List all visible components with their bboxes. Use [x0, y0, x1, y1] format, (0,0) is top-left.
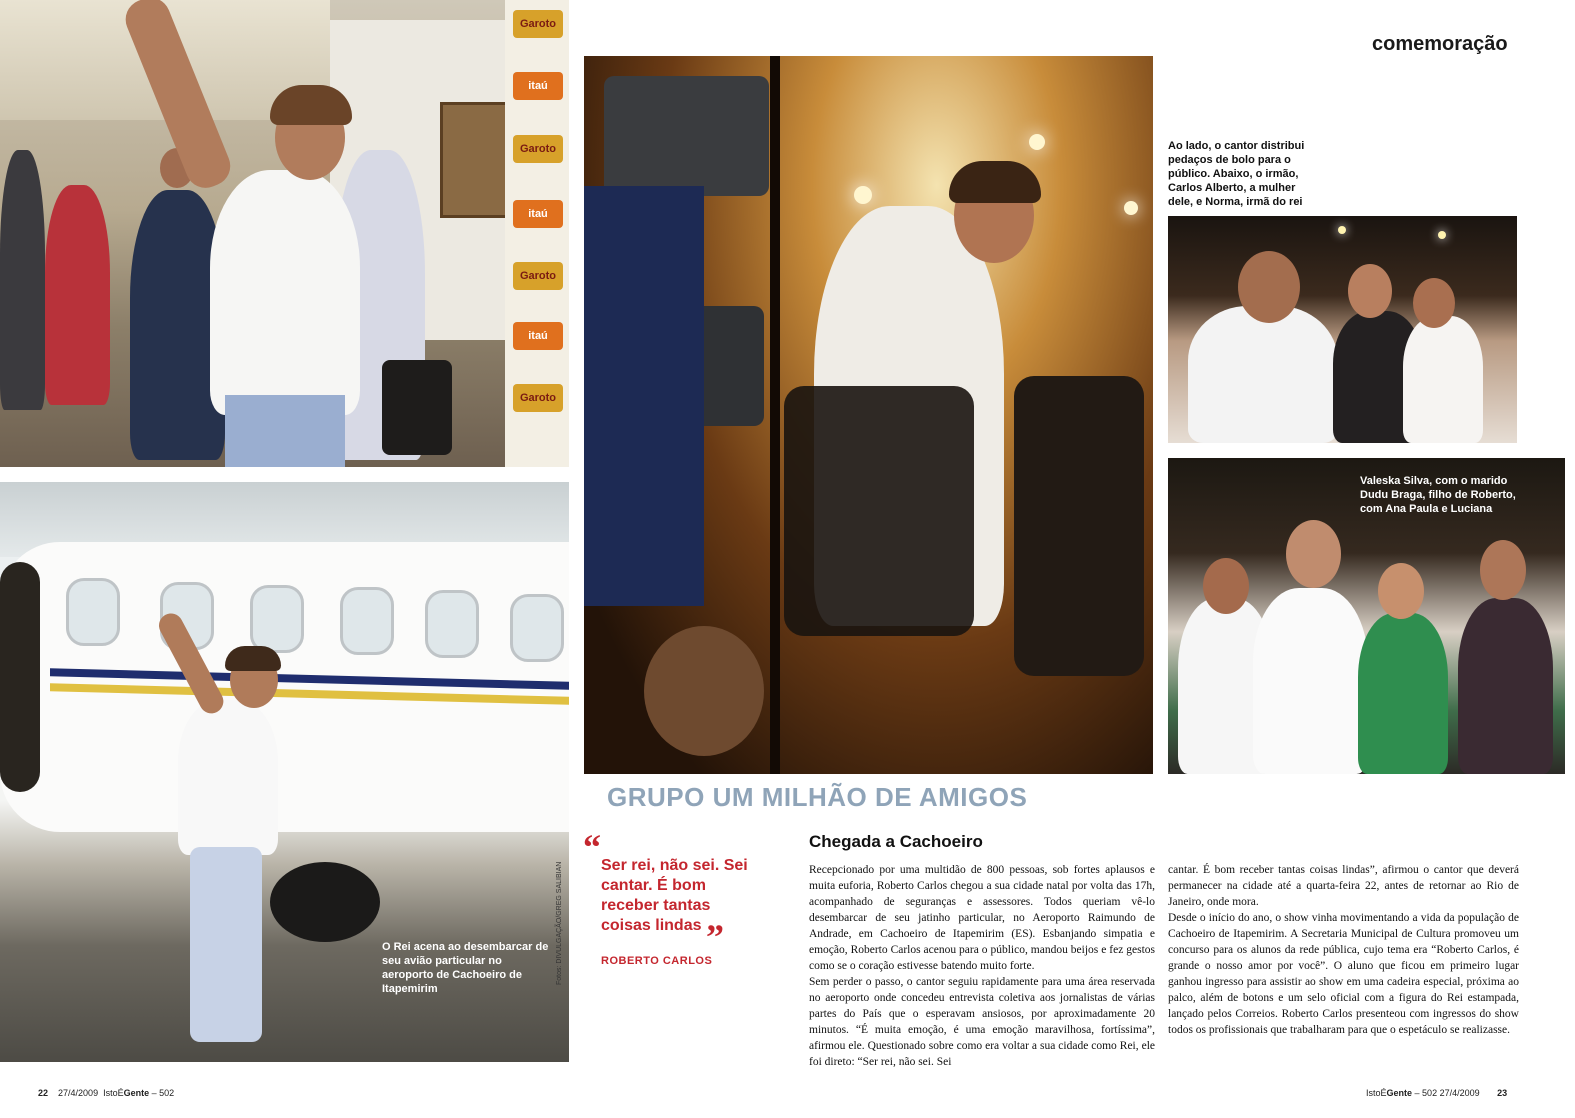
plane-arrival-photo	[0, 482, 569, 1062]
folio-date: 27/4/2009	[1439, 1088, 1480, 1098]
paragraph: Desde o início do ano, o show vinha movimentando a vida da população de Cachoeiro de Itapemirim. A Secretaria Municipal de Cultura promoveu um concurso para os alunos da rede pública, cujo tema era “Roberto Carlos, é grande o nosso amor por você”. O aluno que ficou em primeiro lugar ganhou ingresso para assistir ao show em uma cadeira especial, próxima ao palco, além de botons e um selo oficial com a figura do Rei estampada, lançado pelos Correios. Roberto Carlos presenteou com ingressos do show todos os profissionais que trabalharam para que o espetáculo se realizasse.	[1168, 912, 1519, 1036]
singer-trousers	[190, 847, 262, 1042]
magazine-name: Gente	[1386, 1088, 1413, 1098]
stage-light	[1124, 201, 1138, 215]
article-column-2	[1168, 862, 1519, 1038]
group-photo-caption: Valeska Silva, com o marido Dudu Braga, filho de Roberto, com Ana Paula e Luciana	[1360, 475, 1516, 515]
camera-foreground	[1014, 376, 1144, 676]
stage-light	[1029, 134, 1045, 150]
jet-door	[0, 562, 40, 792]
folio-right	[1366, 1088, 1507, 1098]
jet-window	[340, 587, 394, 655]
person-head	[1480, 540, 1526, 600]
person-head	[1238, 251, 1300, 323]
magazine-name: IstoÉ	[103, 1088, 124, 1098]
singer-white-shirt	[210, 170, 360, 415]
night-light	[1338, 226, 1346, 234]
crowd-face	[644, 626, 764, 756]
person-head	[1286, 520, 1341, 588]
norma	[1403, 316, 1483, 443]
singer-white-shirt	[178, 700, 278, 855]
brand-logo: itaú	[513, 322, 563, 350]
cameraman	[584, 186, 704, 606]
quote-author: ROBERTO CARLOS	[601, 955, 713, 967]
person-head	[1413, 278, 1455, 328]
watermark: GRUPO UM MILHÃO DE AMIGOS	[607, 782, 1028, 812]
plane-photo-caption: O Rei acena ao desembarcar de seu avião particular no aeroporto de Cachoeiro de Itapemirim	[382, 941, 549, 995]
quote-close-mark: ”	[706, 917, 724, 957]
photo-credit: Fotos: DIVULGAÇÃO/GREG SALIBIAN	[556, 861, 563, 985]
carlos-alberto	[1188, 306, 1338, 443]
woman-sequin-top	[1458, 598, 1553, 774]
jet-window	[250, 585, 304, 653]
ticket-window	[440, 102, 508, 218]
jet-window	[425, 590, 479, 658]
singer-hair	[225, 646, 281, 671]
dudu-braga	[1253, 588, 1368, 774]
person-head	[1378, 563, 1424, 619]
family-photo	[1168, 216, 1517, 443]
stage-light	[854, 186, 872, 204]
section-label: comemoração	[1372, 33, 1508, 55]
person-head	[1348, 264, 1392, 318]
brand-logo: Garoto	[513, 10, 563, 38]
cake-photo-caption: Ao lado, o cantor distribui pedaços de bolo para o público. Abaixo, o irmão, Carlos Alberto, a mulher dele, e Norma, irmã do rei	[1168, 140, 1305, 208]
paragraph: Recepcionado por uma multidão de 800 pessoas, sob fortes aplausos e muita euforia, Roberto Carlos chegou a sua cidade natal por volta das 17h, acompanhado de seguranças e assessores. Todos queriam vê-lo desembarcar de seu jatinho particular, no Aeroporto Raimundo de Andrade, em Cachoeiro de Itapemirim (ES). Esbanjando simpatia e emoção, Roberto Carlos acenou para o público, mandou beijos e fez gestos como se o coração estivesse batendo muito forte.	[809, 864, 1155, 972]
article-column-1	[809, 862, 1155, 1070]
jet-window	[66, 578, 120, 646]
night-light	[1438, 231, 1446, 239]
folio-date: 27/4/2009	[58, 1088, 99, 1098]
brand-logo: Garoto	[513, 135, 563, 163]
magazine-name: Gente	[123, 1088, 150, 1098]
paragraph: cantar. É bom receber tantas coisas lindas”, afirmou o cantor que deverá permanecer na cidade até a quarta-feira 22, antes de retornar ao Rio de Janeiro, onde mora.	[1168, 864, 1519, 908]
brand-logo: Garoto	[513, 384, 563, 412]
singer-jeans	[225, 395, 345, 467]
issue-number: – 502	[1414, 1088, 1438, 1098]
pull-quote: Ser rei, não sei. Sei cantar. É bom receber tantas coisas lindas	[601, 857, 748, 934]
magazine-name: IstoÉ	[1366, 1088, 1387, 1098]
woman-green-dress	[1358, 613, 1448, 774]
black-bag	[382, 360, 452, 455]
article-title: Chegada a Cachoeiro	[809, 832, 983, 851]
issue-number: – 502	[151, 1088, 175, 1098]
page-number: 22	[38, 1088, 49, 1098]
singer-hair	[949, 161, 1041, 203]
sponsor-banner	[505, 0, 569, 467]
brand-logo: Garoto	[513, 262, 563, 290]
paragraph: Sem perder o passo, o cantor seguiu rapidamente para uma área reservada no aeroporto onde concedeu entrevista coletiva aos jornalistas de várias partes do País que o esperavam ansiosos, por aproximadamente 20 minutos. “É muita emoção, é uma emoção maravilhosa, fortíssima”, afirmou ele. Questionado sobre como era voltar a sua cidade como Rei, ele foi direto: “Ser rei, não sei. Sei	[809, 976, 1155, 1068]
jet-wheel	[270, 862, 380, 942]
crowd-person	[0, 150, 45, 410]
page-gutter	[770, 56, 780, 774]
folio-left	[38, 1088, 174, 1098]
person-head	[1203, 558, 1249, 614]
page-number: 23	[1497, 1088, 1508, 1098]
jet-window	[510, 594, 564, 662]
quote-open-mark: “	[583, 827, 601, 867]
brand-logo: itaú	[513, 200, 563, 228]
camera-foreground	[784, 386, 974, 636]
tv-camera	[604, 76, 769, 196]
airport-arrival-photo	[0, 0, 569, 467]
brand-logo: itaú	[513, 72, 563, 100]
valeska-group-photo	[1168, 458, 1565, 774]
singer-hair	[270, 85, 352, 125]
crowd-person	[45, 185, 110, 405]
stage-cake-photo	[584, 56, 1153, 774]
